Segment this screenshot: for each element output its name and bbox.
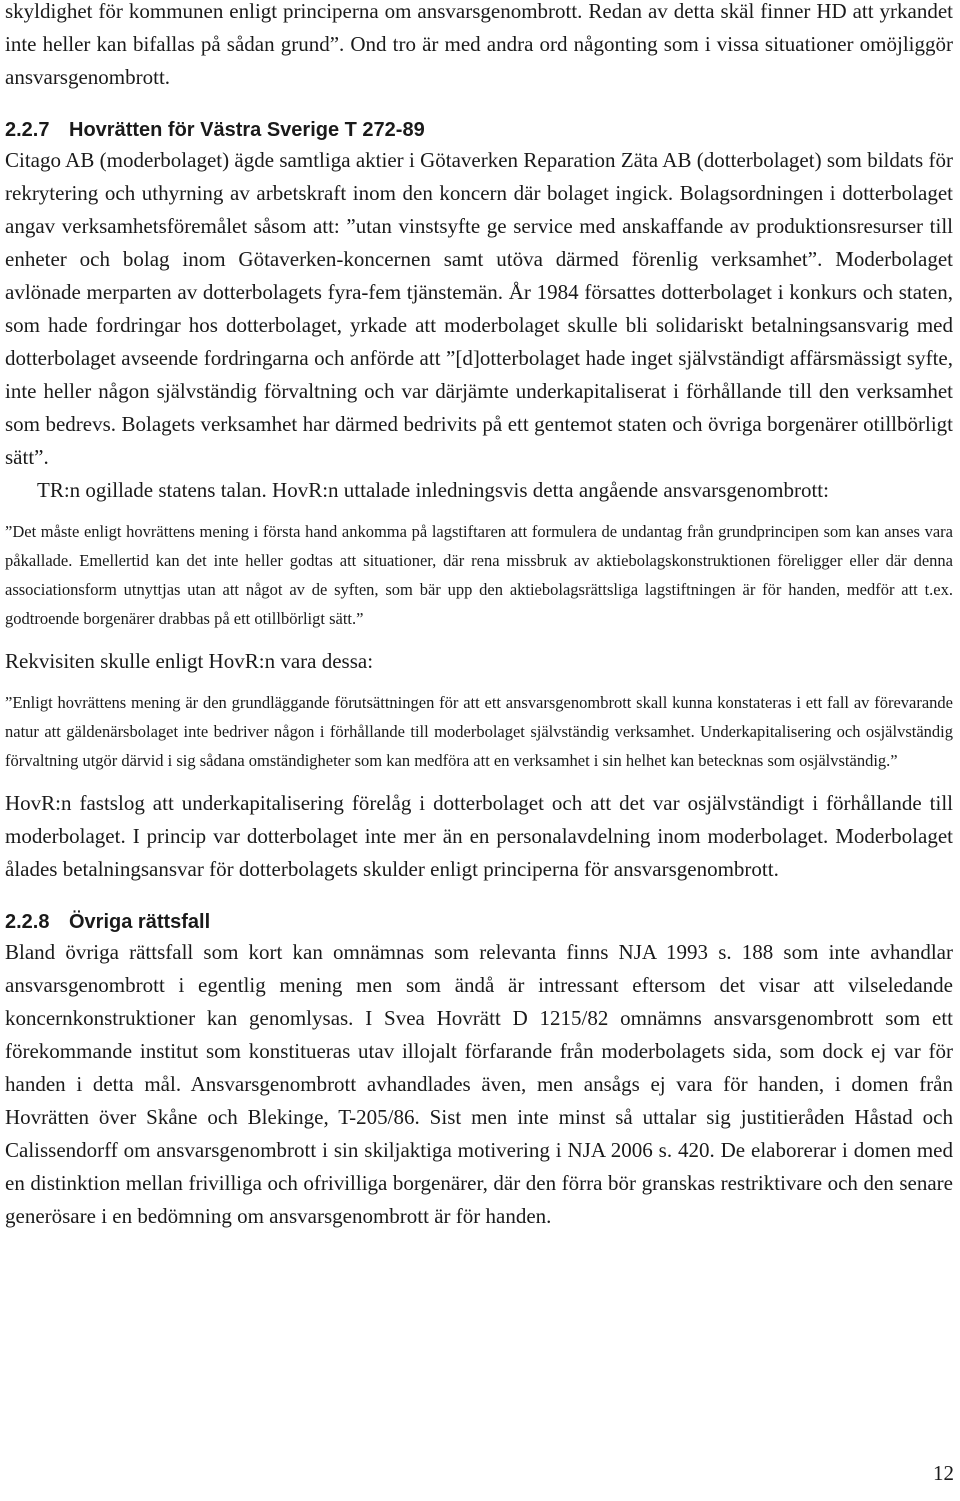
block-quote-1: ”Det måste enligt hovrättens mening i första hand ankomma på lagstiftaren att formulera de undantag från grundprincipen som kan anses vara påkallade. Emellertid kan det inte heller godtas att situationer, där rena missbruk av aktiebolagskonstruktionen föreligger eller där denna associationsform utnyttjas utan att något av de syften, som bär upp den aktiebolagsrättsliga lagstiftningen är för handen, medför att t.ex. godtroende borgenärer drabbas på ett otillbörligt sätt.” (5, 522, 953, 628)
other-cases-paragraph: Bland övriga rättsfall som kort kan omnämnas som relevanta finns NJA 1993 s. 188 som inte avhandlar ansvarsgenombrott i egentlig mening men som ändå är intressant eftersom det visar att vilseledande koncernkonstruktioner kan genomlysas. I Svea Hovrätt D 1215/82 omnämns ansvarsgenombrott som ett förekommande institut som konstitueras utav illojalt förfarande från moderbolagets sida, som dock ej var för handen i detta mål. Ansvarsgenombrott avhandlades även, men ansågs ej vara för handen, i domen från Hovrätten över Skåne och Blekinge, T-205/86. Sist men inte minst så uttalar sig justitieråden Håstad och Calissendorff om ansvarsgenombrott i sin skiljaktiga motivering i NJA 2006 s. 420. De elaborerar i domen med en distinktion mellan frivilliga och ofrivilliga borgenärer, där den förra bör granskas restriktivare och den senare generösare i en bedömning om ansvarsgenombrott är för handen. (5, 940, 953, 1228)
section-number: 2.2.7 (5, 119, 50, 141)
section-title: Övriga rättsfall (69, 911, 211, 933)
section-title: Hovrätten för Västra Sverige T 272-89 (69, 119, 425, 141)
section-heading-2-2-7 (5, 116, 953, 144)
requisites-intro: Rekvisiten skulle enligt HovR:n vara dessa: (5, 649, 374, 673)
case-body-paragraph: Citago AB (moderbolaget) ägde samtliga aktier i Götaverken Reparation Zäta AB (dotterbolaget) som bildats för rekrytering och uthyrning av arbetskraft inom den koncern där bolaget ingick. Bolagsordningen i dotterbolaget angav verksamhetsföremålet såsom att: ”utan vinstsyfte ge service med anskaffande av produktionsresurser till enheter och bolag inom Götaverken-koncernen samt utöva därmed förenlig verksamhet”. Moderbolaget avlönade merparten av dotterbolagets fyra-fem tjänstemän. År 1984 försattes dotterbolaget i konkurs och staten, som hade fordringar hos dotterbolaget, yrkade att moderbolaget skulle bli solidariskt betalningsansvarig med dotterbolaget avseende fordringarna och anförde att ”[d]otterbolaget hade inget självständigt affärsmässigt syfte, inte heller någon självständig förvaltning och var därjämte underkapitaliserat i förhållande till den verksamhet som bedrevs. Bolagets verksamhet har därmed bedrivits på ett gentemot staten och övriga borgenärer otillbörligt sätt”. (5, 148, 953, 469)
page-number: 12 (933, 1461, 954, 1485)
block-quote-2: ”Enligt hovrättens mening är den grundläggande förutsättningen för att ett ansvarsgenombrott skall kunna konstateras i ett fall av förevarande natur att gäldenärsbolaget inte bedriver någon i förhållande till moderbolaget självständig verksamhet. Underkapitalisering och osjälvständig förvaltning utgör därvid i sig sådana omständigheter som kan medföra att en verksamhet i sin helhet kan betecknas som osjälvständig.” (5, 693, 953, 770)
intro-paragraph: skyldighet för kommunen enligt principerna om ansvarsgenombrott. Redan av detta skäl finner HD att yrkandet inte heller kan bifallas på sådan grund”. Ond tro är med andra ord någonting som i vissa situationer omöjliggör ansvarsgenombrott. (5, 0, 953, 89)
section-heading-2-2-8 (5, 908, 953, 936)
section-number: 2.2.8 (5, 911, 50, 933)
court-note-paragraph: TR:n ogillade statens talan. HovR:n uttalade inledningsvis detta angående ansvarsgenombrott: (37, 478, 829, 502)
conclusion-paragraph: HovR:n fastslog att underkapitalisering förelåg i dotterbolaget och att det var osjälvständigt i förhållande till moderbolaget. I princip var dotterbolaget inte mer än en personalavdelning inom moderbolaget. Moderbolaget ålades betalningsansvar för dotterbolagets skulder enligt principerna för ansvarsgenombrott. (5, 791, 953, 881)
